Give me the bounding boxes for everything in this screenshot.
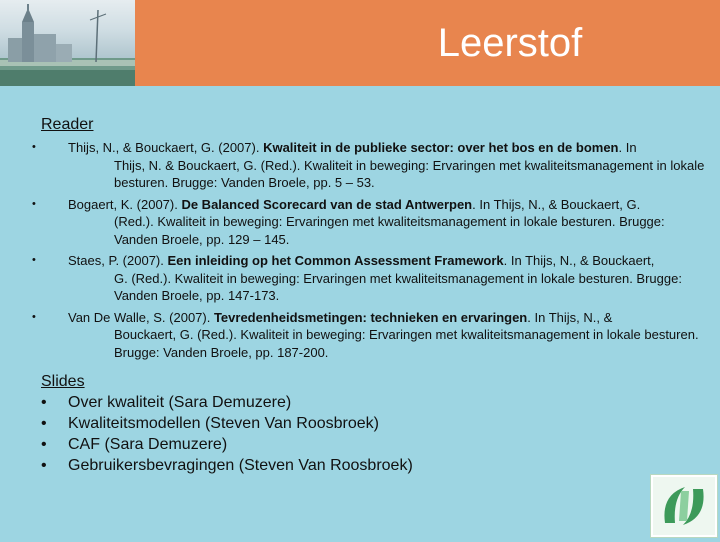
- ref-source: . In Thijs, N., & Bouckaert,: [503, 253, 655, 268]
- slide-label: Kwaliteitsmodellen (Steven Van Roosbroek): [68, 415, 379, 432]
- ref-source: . In Thijs, N., &: [527, 309, 613, 325]
- bullet-icon: •: [32, 310, 36, 323]
- slides-heading: Slides: [41, 373, 85, 390]
- header-bar: [0, 0, 720, 86]
- slide-label: Gebruikersbevragingen (Steven Van Roosbroek): [68, 457, 413, 474]
- ref-title: De Balanced Scorecard van de stad Antwerpen: [181, 196, 473, 212]
- bullet-icon: •: [41, 394, 47, 411]
- ref-author: Van De Walle, S. (2007).: [68, 309, 214, 325]
- ref-title: Kwaliteit in de publieke sector: over het bos en de bomen: [263, 140, 619, 155]
- list-item: [41, 434, 413, 455]
- list-item: [32, 252, 706, 305]
- ref-author: Bogaert, K. (2007).: [68, 196, 182, 212]
- ref-details: (Red.). Kwaliteit in beweging: Ervaringen met kwaliteitsmanagement in lokale besturen. Brugge: Vanden Broele, pp. 129 – 145.: [114, 214, 665, 247]
- list-item: [41, 455, 413, 476]
- bullet-icon: •: [32, 197, 36, 210]
- list-item: [32, 139, 706, 192]
- ref-source: . In: [618, 140, 637, 155]
- city-skyline-image: [0, 0, 135, 86]
- reader-heading: Reader: [41, 116, 94, 133]
- ref-details: Thijs, N. & Bouckaert, G. (Red.). Kwaliteit in beweging: Ervaringen met kwaliteitsmanagement in lokale besturen. Brugge: Vanden Broele, pp. 5 – 53.: [114, 157, 705, 190]
- ref-details: G. (Red.). Kwaliteit in beweging: Ervaringen met kwaliteitsmanagement in lokale besturen. Brugge: Vanden Broele, pp. 147-173.: [114, 270, 682, 303]
- bullet-icon: •: [32, 254, 36, 266]
- ref-details: Bouckaert, G. (Red.). Kwaliteit in beweging: Ervaringen met kwaliteitsmanagement in lokale besturen. Brugge: Vanden Broele, pp. 187-200.: [114, 327, 699, 360]
- logo: [650, 474, 718, 538]
- slide-label: CAF (Sara Demuzere): [68, 436, 228, 453]
- reader-list: [32, 139, 706, 361]
- slides-section: [41, 371, 413, 476]
- bullet-icon: •: [41, 436, 47, 453]
- list-item: [32, 196, 706, 249]
- bullet-icon: •: [41, 457, 47, 474]
- list-item: [41, 392, 413, 413]
- bullet-icon: •: [32, 141, 36, 153]
- ref-source: . In Thijs, N., & Bouckaert, G.: [472, 196, 641, 212]
- ref-title: Tevredenheidsmetingen: technieken en ervaringen: [213, 309, 528, 325]
- list-item: [32, 309, 706, 362]
- list-item: [41, 413, 413, 434]
- page-title: Leerstof: [437, 21, 583, 65]
- bullet-icon: •: [41, 415, 47, 432]
- slide-label: Over kwaliteit (Sara Demuzere): [68, 394, 292, 411]
- ref-author: Staes, P. (2007).: [68, 253, 168, 268]
- ref-author: Thijs, N., & Bouckaert, G. (2007).: [68, 140, 264, 155]
- ref-title: Een inleiding op het Common Assessment Framework: [167, 253, 504, 268]
